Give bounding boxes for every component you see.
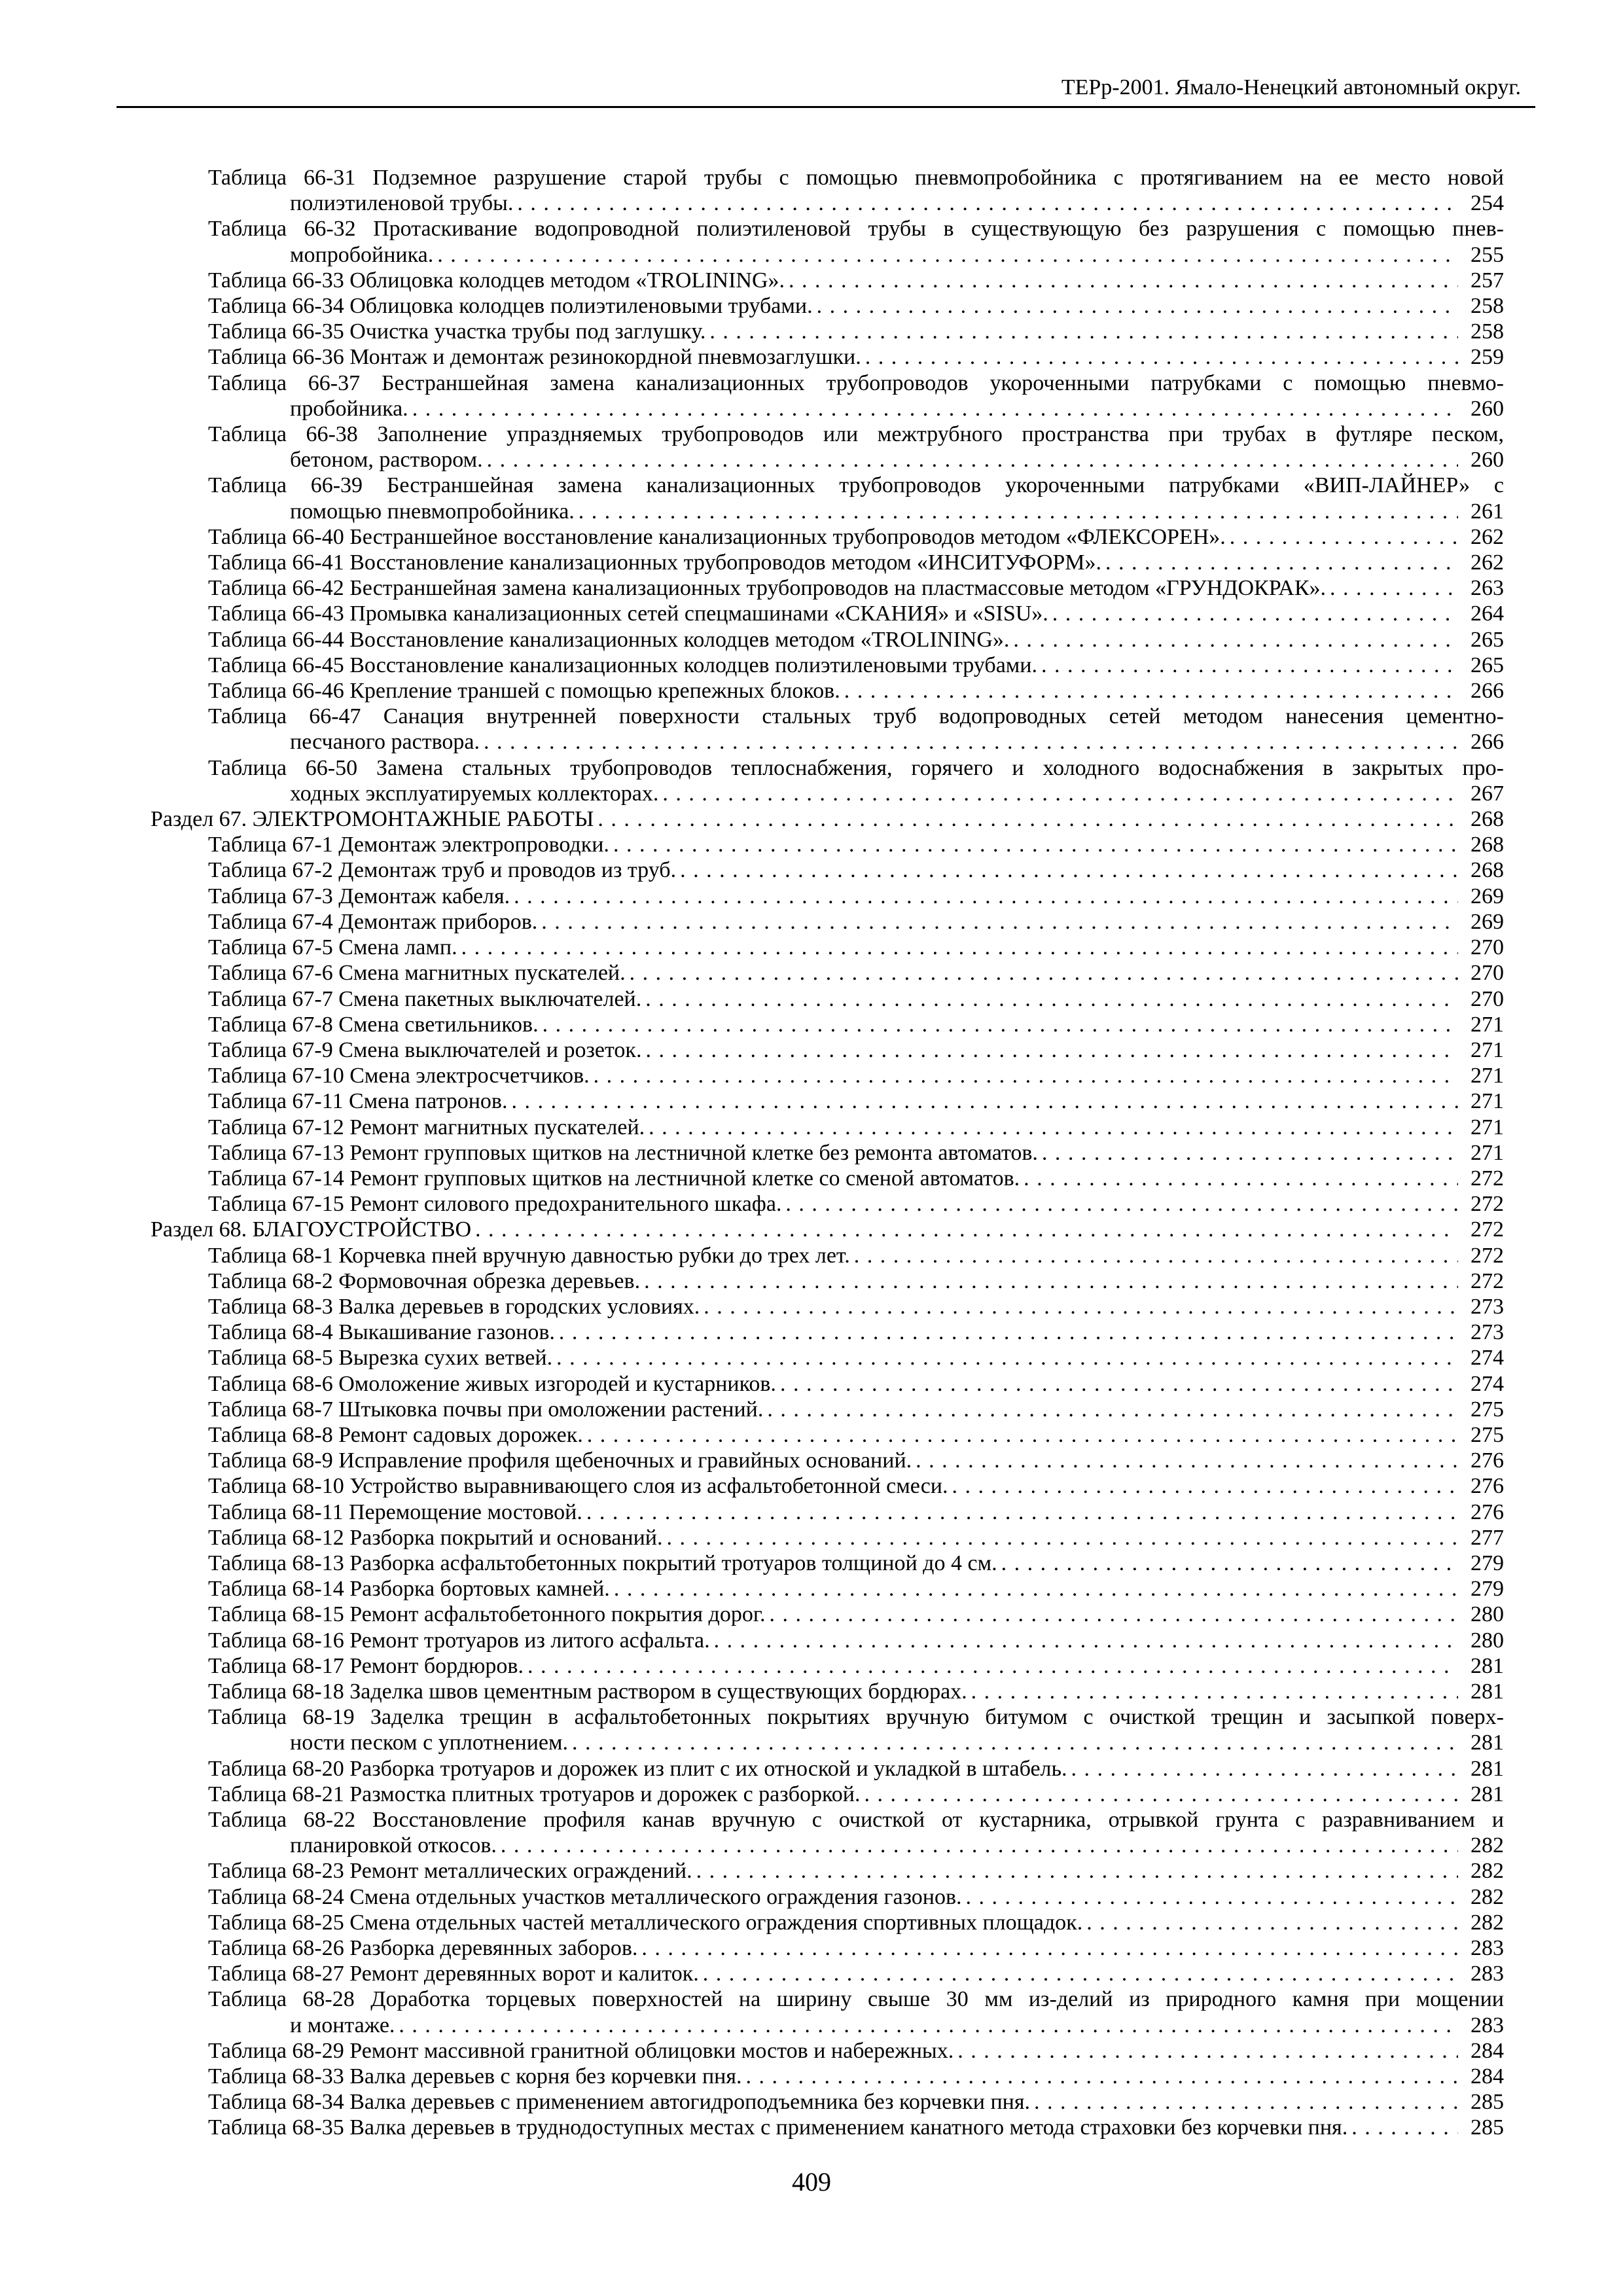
toc-table-entry[interactable] [208,1037,1504,1063]
toc-table-entry[interactable] [208,165,1504,216]
dot-leader [840,678,1458,704]
toc-table-entry[interactable] [208,627,1504,653]
dot-leader [742,2064,1459,2089]
toc-table-entry[interactable] [208,1319,1504,1345]
toc-table-entry[interactable] [208,909,1504,935]
toc-table-entry[interactable] [208,524,1504,550]
toc-entry-title-line: Таблица 66-32 Протаскивание водопроводной полиэтиленовой трубы в существующую без разрушения с помощью пнев- [208,217,1504,242]
toc-table-entry[interactable] [208,1063,1504,1088]
dot-leader [641,986,1458,1012]
toc-entry-title: Таблица 68-24 Смена отдельных участков металлического ограждения газонов. [208,1884,962,1909]
toc-entry-title: Таблица 68-34 Валка деревьев с применением автогидроподъемника без корчевки пня. [208,2090,1030,2115]
dot-leader [997,1551,1458,1576]
toc-entry-page: 271 [1471,1140,1504,1165]
dot-leader [676,857,1458,883]
toc-entry-page: 268 [1471,807,1504,832]
toc-entry-title-line: Таблица 68-22 Восстановление профиля канав вручную с очисткой от кустарника, отрывкой грунта с разравниванием и [208,1808,1504,1832]
toc-table-entry[interactable] [208,1935,1504,1961]
toc-entry-page: 283 [1471,1962,1504,1986]
dot-leader [626,960,1458,986]
toc-table-entry[interactable] [208,1166,1504,1191]
table-of-contents [0,165,1623,2141]
toc-entry-title: Таблица 67-9 Смена выключателей и розеток. [208,1037,642,1062]
header-title: ТЕРр-2001. Ямало-Ненецкий автономный округ. [1061,75,1521,99]
toc-entry-page: 270 [1471,935,1504,960]
toc-entry-title: Таблица 67-12 Ремонт магнитных пускателей. [208,1115,645,1139]
toc-entry-title: Таблица 67-13 Ремонт групповых щитков на лестничной клетке без ремонта автоматов. [208,1140,1038,1165]
toc-entry-page: 272 [1471,1217,1504,1242]
dot-leader [583,1422,1458,1448]
toc-table-entry[interactable] [208,2089,1504,2115]
dot-leader [641,1037,1458,1063]
dot-leader [568,1730,1458,1755]
toc-entry-title: Таблица 68-4 Выкашивание газонов. [208,1320,555,1345]
toc-entry-page: 283 [1471,1936,1504,1961]
toc-entry-title: планировкой откосов. [290,1833,497,1858]
dot-leader [692,1858,1458,1884]
dot-leader [962,1884,1458,1910]
toc-table-entry[interactable] [208,755,1504,806]
toc-table-entry[interactable] [208,422,1504,473]
toc-entry-title: Таблица 68-21 Размостка плитных тротуаров и дорожек с разборкой. [208,1782,861,1806]
toc-entry-title: Таблица 68-2 Формовочная обрезка деревьев. [208,1268,641,1293]
toc-table-entry[interactable] [208,1448,1504,1473]
toc-table-entry[interactable] [208,1268,1504,1294]
toc-entry-title: Таблица 68-35 Валка деревьев в труднодоступных местах с применением канатного метода страховки без корчевки пня. [208,2115,1348,2140]
toc-entry-page: 274 [1471,1371,1504,1396]
toc-entry-page: 279 [1471,1551,1504,1575]
dot-leader [471,1217,1458,1242]
toc-table-entry[interactable] [208,2064,1504,2089]
toc-entry-page: 266 [1471,679,1504,704]
toc-entry-page: 272 [1471,1243,1504,1268]
toc-entry-page: 283 [1471,2013,1504,2037]
dot-leader [480,729,1458,755]
toc-entry-page: 262 [1471,524,1504,549]
toc-table-entry[interactable] [208,1397,1504,1422]
toc-entry-title: Таблица 68-15 Ремонт асфальтобетонного покрытия дорог. [208,1602,766,1627]
dot-leader [510,884,1458,909]
toc-table-entry[interactable] [208,1294,1504,1319]
toc-entry-title: бетоном, раствором. [290,448,483,473]
toc-table-entry[interactable] [208,1704,1504,1755]
dot-leader [590,1063,1458,1088]
toc-table-entry[interactable] [208,319,1504,344]
toc-entry-title: Таблица 67-1 Демонтаж электропроводки. [208,833,609,857]
toc-entry-title-line: Таблица 66-39 Бестраншейная замена канализационных трубопроводов укороченными патрубками «ВИП-ЛАЙНЕР» с [208,473,1504,498]
toc-entry-title-line: Таблица 66-37 Бестраншейная замена канализационных трубопроводов укороченными патрубками с помощью пневмо- [208,370,1504,395]
toc-entry-title: и монтаже. [290,2013,395,2037]
toc-entry-title: Таблица 67-11 Смена патронов. [208,1089,508,1114]
toc-table-entry[interactable] [208,857,1504,883]
toc-table-entry[interactable] [208,473,1504,524]
dot-leader [408,396,1458,422]
toc-entry-title: Таблица 66-43 Промывка канализационных сетей спецмашинами «СКАНИЯ» и «SISU». [208,601,1048,626]
toc-table-entry[interactable] [208,1576,1504,1602]
toc-entry-page: 268 [1471,833,1504,857]
toc-entry-page: 273 [1471,1320,1504,1345]
toc-entry-page: 280 [1471,1628,1504,1653]
toc-table-entry[interactable] [208,370,1504,422]
dot-leader [705,319,1458,344]
toc-entry-title: Таблица 66-42 Бестраншейная замена канализационных трубопроводов на пластмассовые методом «ГРУНДОКРАК». [208,576,1327,601]
toc-section-entry[interactable] [151,1217,1504,1242]
dot-leader [1101,550,1458,575]
toc-table-entry[interactable] [208,550,1504,575]
toc-table-entry[interactable] [208,1551,1504,1576]
toc-table-entry[interactable] [208,1243,1504,1268]
toc-entry-page: 263 [1471,576,1504,601]
toc-entry-page: 271 [1471,1089,1504,1114]
toc-table-entry[interactable] [208,601,1504,626]
toc-entry-title: Таблица 68-18 Заделка швов цементным раствором в существующих бордюрах. [208,1679,967,1704]
toc-entry-title: Таблица 66-46 Крепление траншей с помощью крепежных блоков. [208,679,840,704]
dot-leader [1030,2089,1458,2115]
toc-entry-title: Таблица 67-15 Ремонт силового предохранительного шкафа. [208,1192,782,1217]
toc-entry-page: 284 [1471,2038,1504,2063]
toc-table-entry[interactable] [208,1910,1504,1935]
toc-entry-page: 284 [1471,2064,1504,2089]
toc-entry-page: 272 [1471,1268,1504,1293]
toc-entry-title-line: Таблица 66-50 Замена стальных трубопроводов теплоснабжения, горячего и холодного водоснабжения в закрытых про- [208,755,1504,780]
dot-leader [575,499,1458,524]
dot-leader [524,1653,1458,1679]
toc-table-entry[interactable] [208,216,1504,267]
dot-leader [594,806,1458,832]
toc-table-entry[interactable] [208,1628,1504,1653]
toc-entry-page: 261 [1471,499,1504,524]
toc-table-entry[interactable] [208,1525,1504,1551]
toc-entry-page: 281 [1471,1679,1504,1704]
toc-table-entry[interactable] [208,1602,1504,1627]
dot-leader [948,1473,1459,1499]
toc-entry-page: 275 [1471,1422,1504,1447]
toc-entry-title-line: Таблица 68-19 Заделка трещин в асфальтобетонных покрытиях вручную битумом с очисткой трещин и засыпкой поверх- [208,1705,1504,1730]
toc-section-entry[interactable] [151,806,1504,832]
toc-table-entry[interactable] [208,1884,1504,1910]
toc-entry-title: Таблица 66-34 Облицовка колодцев полиэтиленовыми трубами. [208,294,813,319]
toc-table-entry[interactable] [208,2115,1504,2140]
toc-entry-title: Таблица 67-8 Смена светильников. [208,1012,539,1037]
toc-entry-title: Раздел 67. ЭЛЕКТРОМОНТАЖНЫЕ РАБОТЫ [151,807,594,832]
dot-leader [1037,653,1458,678]
toc-entry-page: 265 [1471,653,1504,677]
toc-entry-page: 271 [1471,1037,1504,1062]
toc-entry-page: 264 [1471,601,1504,626]
toc-entry-page: 270 [1471,961,1504,986]
dot-leader [776,1371,1458,1397]
dot-leader [610,1576,1458,1602]
toc-table-entry[interactable] [208,1653,1504,1679]
toc-entry-title: Таблица 66-45 Восстановление канализационных колодцев полиэтиленовыми трубами. [208,653,1037,677]
dot-leader [457,935,1458,960]
toc-entry-page: 276 [1471,1474,1504,1499]
toc-entry-page: 272 [1471,1192,1504,1217]
toc-entry-title: Таблица 67-6 Смена магнитных пускателей. [208,961,626,986]
toc-table-entry[interactable] [208,1807,1504,1858]
dot-leader [539,1012,1458,1037]
toc-entry-title: Таблица 68-7 Штыковка почвы при омоложении растений. [208,1397,764,1422]
dot-leader [1020,1166,1458,1191]
toc-entry-page: 282 [1471,1833,1504,1858]
dot-leader [763,1397,1458,1422]
toc-entry-page: 272 [1471,1166,1504,1191]
toc-entry-page: 277 [1471,1525,1504,1550]
toc-entry-page: 281 [1471,1756,1504,1781]
toc-table-entry[interactable] [208,1679,1504,1704]
toc-entry-page: 271 [1471,1115,1504,1139]
dot-leader [637,1935,1458,1961]
toc-entry-page: 276 [1471,1448,1504,1473]
dot-leader [860,1782,1458,1807]
toc-entry-title: Таблица 67-7 Смена пакетных выключателей. [208,986,642,1011]
toc-entry-page: 271 [1471,1064,1504,1088]
dot-leader [662,1525,1458,1551]
toc-entry-title: Таблица 68-27 Ремонт деревянных ворот и калиток. [208,1962,699,1986]
dot-leader [645,1115,1458,1140]
toc-table-entry[interactable] [208,1756,1504,1782]
dot-leader [640,1268,1458,1294]
toc-entry-title: Таблица 67-4 Демонтаж приборов. [208,909,538,934]
toc-table-entry[interactable] [208,704,1504,755]
toc-entry-title: мопробойника. [290,242,434,267]
toc-entry-title: Таблица 68-3 Валка деревьев в городских условиях. [208,1294,700,1319]
toc-entry-page: 273 [1471,1294,1504,1319]
dot-leader [785,268,1458,293]
toc-table-entry[interactable] [208,1499,1504,1525]
toc-entry-title: Таблица 68-33 Валка деревьев с корня без корчевки пня. [208,2064,742,2089]
toc-entry-title: пробойника. [290,396,408,421]
toc-entry-page: 258 [1471,319,1504,344]
toc-entry-page: 265 [1471,627,1504,652]
toc-entry-page: 258 [1471,294,1504,319]
toc-table-entry[interactable] [208,1191,1504,1217]
toc-entry-page: 285 [1471,2115,1504,2140]
toc-entry-page: 275 [1471,1397,1504,1422]
dot-leader [1082,1910,1458,1935]
toc-entry-page: 262 [1471,550,1504,575]
toc-table-entry[interactable] [208,293,1504,319]
toc-entry-title: Таблица 68-23 Ремонт металлических ограждений. [208,1859,692,1884]
toc-entry-title: ности песком с уплотнением. [290,1731,569,1755]
dot-leader [912,1448,1458,1473]
toc-entry-title: Таблица 67-3 Демонтаж кабеля. [208,884,510,908]
toc-entry-page: 271 [1471,1012,1504,1037]
toc-entry-title: Таблица 66-40 Бестраншейное восстановление канализационных трубопроводов методом «ФЛЕКСОРЕН». [208,524,1226,549]
toc-entry-title: Таблица 68-13 Разборка асфальтобетонных покрытий тротуаров толщиной до 4 см. [208,1551,997,1575]
dot-leader [700,1294,1458,1319]
dot-leader [765,1602,1458,1627]
toc-entry-title: Таблица 68-16 Ремонт тротуаров из литого асфальта. [208,1628,710,1653]
dot-leader [433,242,1458,268]
toc-entry-page: 282 [1471,1910,1504,1935]
toc-entry-title: Таблица 67-2 Демонтаж труб и проводов из труб. [208,858,677,883]
dot-leader [555,1319,1458,1345]
toc-table-entry[interactable] [208,268,1504,293]
toc-table-entry[interactable] [208,678,1504,704]
page-header [116,72,1535,108]
toc-entry-title: Таблица 68-5 Вырезка сухих ветвей. [208,1346,553,1371]
dot-leader [1009,627,1458,653]
toc-table-entry[interactable] [208,1961,1504,1986]
toc-entry-title: Таблица 68-14 Разборка бортовых камней. [208,1577,610,1602]
toc-table-entry[interactable] [208,2038,1504,2064]
toc-table-entry[interactable] [208,1371,1504,1397]
toc-entry-title: Таблица 68-11 Перемощение мостовой. [208,1499,582,1524]
toc-entry-page: 267 [1471,781,1504,806]
toc-table-entry[interactable] [208,1858,1504,1884]
toc-entry-title-line: Таблица 66-47 Санация внутренней поверхности стальных труб водопроводных сетей методом нанесения цементно- [208,704,1504,729]
dot-leader [582,1499,1458,1525]
toc-entry-title: Таблица 68-8 Ремонт садовых дорожек. [208,1422,583,1447]
toc-entry-title: Таблица 68-10 Устройство выравнивающего слоя из асфальтобетонной смеси. [208,1474,948,1499]
toc-entry-title: Таблица 68-9 Исправление профиля щебеночных и гравийных оснований. [208,1448,912,1473]
dot-leader [609,832,1458,857]
toc-table-entry[interactable] [208,575,1504,601]
toc-table-entry[interactable] [208,986,1504,1012]
toc-entry-title: Таблица 68-20 Разборка тротуаров и дорожек из плит с их отноской и укладкой в штабель. [208,1756,1067,1781]
dot-leader [537,909,1458,935]
toc-table-entry[interactable] [208,832,1504,857]
toc-table-entry[interactable] [208,1473,1504,1499]
toc-table-entry[interactable] [208,1012,1504,1037]
dot-leader [781,1191,1458,1217]
toc-table-entry[interactable] [208,935,1504,960]
toc-table-entry[interactable] [208,344,1504,370]
toc-table-entry[interactable] [208,1088,1504,1114]
toc-table-entry[interactable] [208,1345,1504,1371]
dot-leader [850,1243,1458,1268]
dot-leader [483,447,1458,473]
dot-leader [1067,1756,1458,1782]
toc-entry-page: 282 [1471,1884,1504,1909]
dot-leader [861,344,1458,370]
toc-table-entry[interactable] [208,1986,1504,2037]
toc-table-entry[interactable] [208,884,1504,909]
toc-table-entry[interactable] [208,960,1504,986]
toc-entry-title: Таблица 66-41 Восстановление канализационных трубопроводов методом «ИНСИТУФОРМ». [208,550,1102,575]
toc-entry-title: ходных эксплуатируемых коллекторах. [290,781,659,806]
toc-entry-title: песчаного раствора. [290,730,480,755]
toc-entry-title: Таблица 68-12 Разборка покрытий и оснований. [208,1525,663,1550]
toc-entry-title-line: Таблица 68-28 Доработка торцевых поверхностей на ширину свыше 30 мм из-делий из природного камня при мощении [208,1987,1504,2012]
toc-table-entry[interactable] [208,1422,1504,1448]
toc-entry-title: Таблица 68-26 Разборка деревянных заборов. [208,1936,638,1961]
dot-leader [710,1628,1458,1653]
toc-entry-title: Таблица 66-44 Восстановление канализационных колодцев методом «TROLINING». [208,627,1010,652]
toc-entry-page: 269 [1471,884,1504,908]
dot-leader [658,781,1458,806]
toc-entry-page: 276 [1471,1499,1504,1524]
toc-entry-title-line: Таблица 66-31 Подземное разрушение старой трубы с помощью пневмопробойника с протягиванием на ее место новой [208,166,1504,190]
toc-entry-title: Таблица 67-5 Смена ламп. [208,935,457,960]
toc-entry-title: Таблица 68-1 Корчевка пней вручную давностью рубки до трех лет. [208,1243,850,1268]
dot-leader [1038,1140,1458,1166]
dot-leader [552,1345,1458,1371]
toc-entry-title: Таблица 66-36 Монтаж и демонтаж резинокордной пневмозаглушки. [208,345,861,370]
toc-entry-page: 280 [1471,1602,1504,1627]
toc-entry-page: 270 [1471,986,1504,1011]
toc-entry-title: Таблица 68-17 Ремонт бордюров. [208,1653,524,1678]
toc-entry-page: 257 [1471,268,1504,293]
toc-entry-title: Таблица 67-14 Ремонт групповых щитков на лестничной клетке со сменой автоматов. [208,1166,1020,1191]
dot-leader [699,1961,1458,1986]
dot-leader [497,1833,1458,1858]
toc-entry-title: помощью пневмопробойника. [290,499,575,524]
toc-table-entry[interactable] [208,1782,1504,1807]
toc-entry-title: Таблица 66-35 Очистка участка трубы под заглушку. [208,319,706,344]
dot-leader [813,293,1458,319]
toc-entry-page: 259 [1471,345,1504,370]
page-number: 409 [792,2167,831,2197]
toc-entry-title: Раздел 68. БЛАГОУСТРОЙСТВО [151,1217,472,1242]
toc-entry-page: 268 [1471,858,1504,883]
dot-leader [1326,575,1458,601]
toc-entry-title-line: Таблица 66-38 Заполнение упраздняемых трубопроводов или межтрубного пространства при трубах в футляре песком, [208,422,1504,447]
toc-entry-page: 255 [1471,242,1504,267]
dot-leader [513,190,1458,216]
toc-table-entry[interactable] [208,1140,1504,1166]
toc-entry-title: Таблица 68-25 Смена отдельных частей металлического ограждения спортивных площадок. [208,1910,1083,1935]
toc-entry-page: 269 [1471,909,1504,934]
toc-entry-title: Таблица 68-29 Ремонт массивной гранитной облицовки мостов и набережных. [208,2038,954,2063]
toc-entry-page: 282 [1471,1859,1504,1884]
toc-entry-page: 260 [1471,396,1504,421]
dot-leader [954,2038,1458,2064]
dot-leader [395,2013,1458,2038]
toc-entry-page: 274 [1471,1346,1504,1371]
toc-entry-page: 285 [1471,2090,1504,2115]
toc-entry-page: 281 [1471,1653,1504,1678]
toc-entry-page: 281 [1471,1782,1504,1806]
dot-leader [1347,2115,1458,2140]
toc-table-entry[interactable] [208,1115,1504,1140]
toc-entry-page: 266 [1471,730,1504,755]
toc-table-entry[interactable] [208,653,1504,678]
toc-entry-title: Таблица 66-33 Облицовка колодцев методом «TROLINING». [208,268,785,293]
toc-entry-title: Таблица 68-6 Омоложение живых изгородей и кустарников. [208,1371,776,1396]
toc-entry-page: 254 [1471,191,1504,216]
dot-leader [1226,524,1458,550]
toc-entry-title: полиэтиленовой трубы. [290,191,514,216]
dot-leader [967,1679,1458,1704]
toc-entry-title: Таблица 67-10 Смена электросчетчиков. [208,1064,590,1088]
dot-leader [1048,601,1458,626]
toc-entry-page: 260 [1471,448,1504,473]
toc-entry-page: 279 [1471,1577,1504,1602]
toc-entry-page: 281 [1471,1731,1504,1755]
dot-leader [507,1088,1458,1114]
